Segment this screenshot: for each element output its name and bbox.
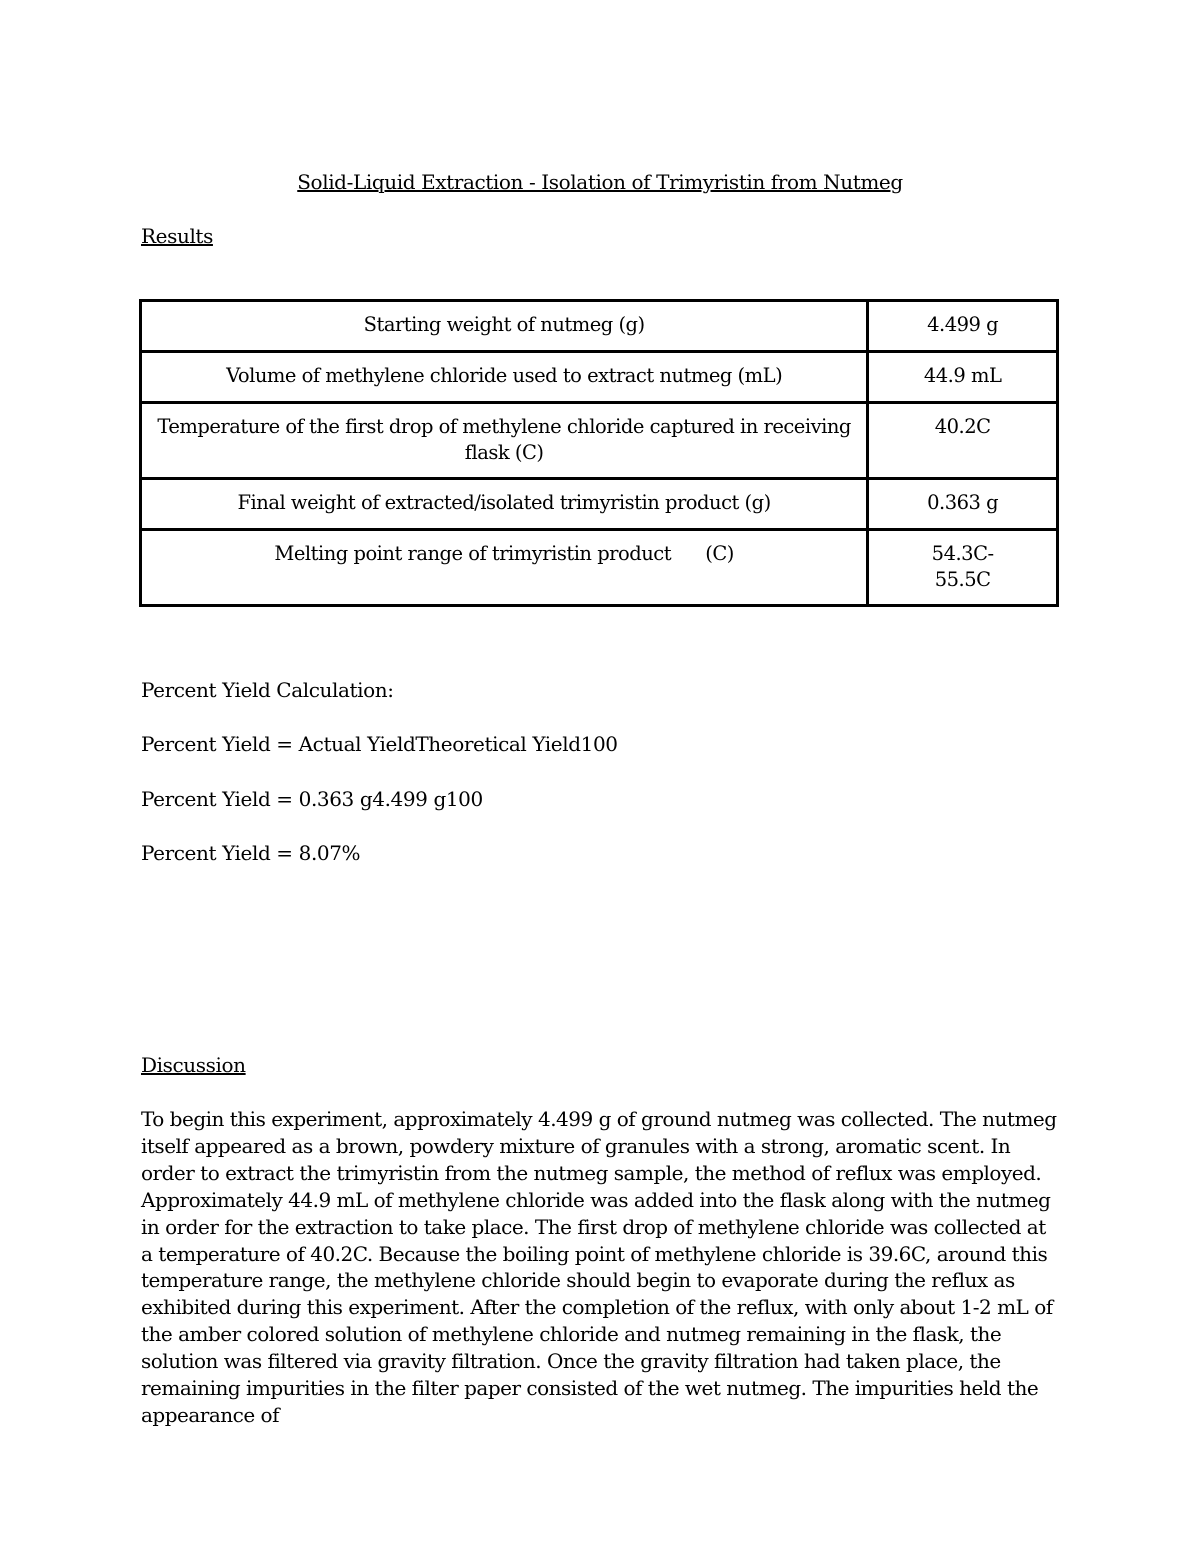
calculation-result: Percent Yield = 8.07% xyxy=(141,841,361,865)
table-row xyxy=(141,301,1058,352)
results-table xyxy=(139,299,1059,607)
discussion-heading: Discussion xyxy=(141,1053,246,1077)
table-cell-value: 54.3C-55.5C xyxy=(868,530,1058,606)
table-cell-label: Final weight of extracted/isolated trimyristin product (g) xyxy=(141,479,868,530)
calculation-substitution: Percent Yield = 0.363 g4.499 g100 xyxy=(141,787,483,811)
calculation-formula: Percent Yield = Actual YieldTheoretical Yield100 xyxy=(141,732,618,756)
calculation-title: Percent Yield Calculation: xyxy=(141,678,394,702)
discussion-paragraph: To begin this experiment, approximately 4.499 g of ground nutmeg was collected. The nutmeg itself appeared as a brown, powdery mixture of granules with a strong, aromatic scent. In order to extract the trimyristin from the nutmeg sample, the method of reflux was employed. Approximately 44.9 mL of methylene chloride was added into the flask along with the nutmeg in order for the extraction to take place. The first drop of methylene chloride was collected at a temperature of 40.2C. Because the boiling point of methylene chloride is 39.6C, around this temperature range, the methylene chloride should begin to evaporate during the reflux as exhibited during this experiment. After the completion of the reflux, with only about 1-2 mL of the amber colored solution of methylene chloride and nutmeg remaining in the flask, the solution was filtered via gravity filtration. Once the gravity filtration had taken place, the remaining impurities in the filter paper consisted of the wet nutmeg. The impurities held the appearance of xyxy=(141,1107,1057,1427)
document-title: Solid-Liquid Extraction - Isolation of Trimyristin from Nutmeg xyxy=(297,170,903,194)
table-row xyxy=(141,403,1058,479)
table-cell-value: 4.499 g xyxy=(868,301,1058,352)
table-cell-label: Melting point range of trimyristin product (C) xyxy=(141,530,868,606)
table-cell-label: Starting weight of nutmeg (g) xyxy=(141,301,868,352)
table-cell-value: 0.363 g xyxy=(868,479,1058,530)
table-cell-label: Temperature of the first drop of methylene chloride captured in receiving flask (C) xyxy=(141,403,868,479)
table-row xyxy=(141,479,1058,530)
table-cell-value: 40.2C xyxy=(868,403,1058,479)
table-row xyxy=(141,352,1058,403)
table-row xyxy=(141,530,1058,606)
table-cell-label: Volume of methylene chloride used to extract nutmeg (mL) xyxy=(141,352,868,403)
results-heading: Results xyxy=(141,224,213,248)
table-cell-value: 44.9 mL xyxy=(868,352,1058,403)
